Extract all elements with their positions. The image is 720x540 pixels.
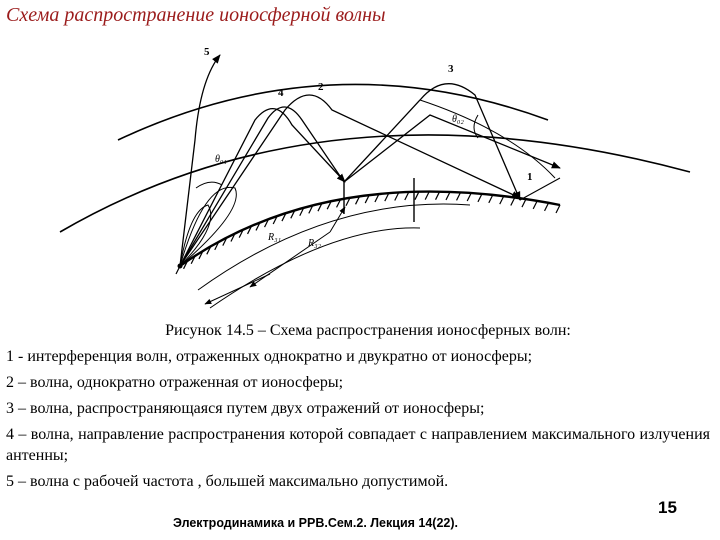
hatch-mark (556, 205, 560, 213)
legend-item-1: 1 - интерференция волн, отраженных однократно и двукратно от ионосферы; (6, 348, 533, 365)
ray-5 (180, 55, 220, 266)
radius-arrow-2 (330, 207, 345, 232)
hatch-mark (457, 192, 461, 200)
hatch-mark (545, 203, 549, 211)
radius-label-1: R₃₁ (268, 232, 282, 243)
ray-label-4: 4 (278, 87, 284, 99)
ray-label-5: 5 (204, 46, 210, 58)
legend-item-4: 4 – волна, направление распространения которой совпадает с направлением максимального излучения антенны; (6, 426, 710, 464)
angle-label-02: θ₀₂ (452, 114, 464, 125)
ray-1-tail (520, 178, 560, 200)
ray-label-3: 3 (448, 63, 454, 75)
legend-item-5: 5 – волна с рабочей частота , большей максимально допустимой. (6, 473, 449, 490)
hatch-mark (446, 192, 450, 200)
figure-title: Рисунок 14.5 – Схема распространения ионосферных волн: (165, 322, 571, 339)
legend-item-3: 3 – волна, распространяющаяся путем двух отражений от ионосферы; (6, 400, 485, 417)
radius-label-2: R₃₂ (308, 238, 322, 249)
figure-caption (6, 318, 710, 495)
legend-item-2: 2 – волна, однократно отраженная от ионосферы; (6, 374, 344, 391)
angle-label-01: θ₀₁ (215, 154, 227, 165)
hatch-mark (467, 193, 471, 201)
hatch-mark (489, 195, 493, 203)
earth-surface-arc (180, 192, 560, 266)
ionosphere-upper-arc (118, 84, 548, 140)
page-number: 15 (658, 498, 677, 517)
inner-arc-1 (198, 204, 470, 290)
hatch-mark (436, 192, 440, 200)
ray-label-1: 1 (527, 171, 533, 183)
hatch-mark (478, 194, 482, 202)
hatch-mark (511, 198, 515, 206)
ray-label-2: 2 (318, 81, 324, 93)
hatch-mark (500, 196, 504, 204)
ionosphere-lower-arc (60, 135, 690, 232)
hatch-mark (522, 199, 526, 207)
angle-arc-01 (196, 182, 222, 188)
slide-title: Схема распространение ионосферной волны (6, 4, 386, 26)
lecture-footer: Электродинамика и РРВ.Сем.2. Лекция 14(22). (173, 516, 459, 530)
hatch-mark (533, 201, 537, 209)
